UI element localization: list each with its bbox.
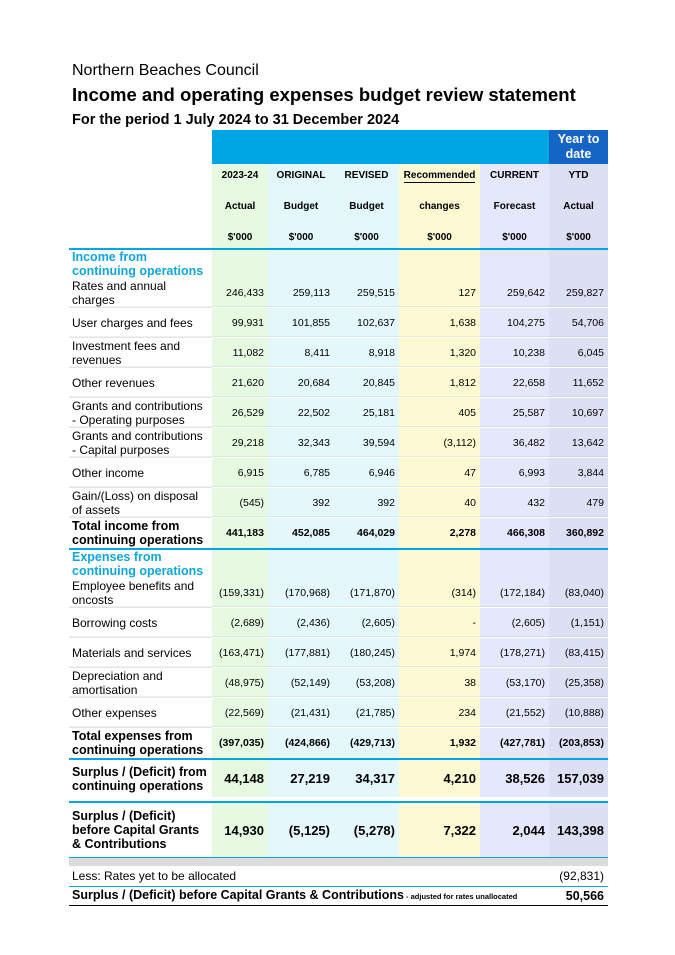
row-label: Expenses from continuing operations: [72, 550, 204, 578]
rates-unallocated-row: [69, 866, 608, 887]
value-cell: 259,515: [334, 278, 399, 308]
value-cell: 259,642: [480, 278, 549, 308]
col-unit: $'000: [480, 226, 549, 249]
value-cell: 32,343: [268, 428, 334, 458]
col-header: ORIGINAL: [268, 164, 334, 186]
value-cell: 99,931: [212, 308, 268, 338]
total-income-row: [69, 518, 608, 550]
value-cell: 6,045: [549, 338, 608, 368]
row-label: Other expenses: [69, 698, 212, 728]
value-cell: 34,317: [334, 759, 399, 797]
table-row: [69, 308, 608, 338]
value-cell: 10,697: [549, 398, 608, 428]
section-heading-income: [69, 249, 608, 278]
value-cell: (429,713): [334, 728, 399, 760]
value-cell: (52,149): [268, 668, 334, 698]
value-cell: 259,827: [549, 278, 608, 308]
value-cell: 432: [480, 488, 549, 518]
value-cell: 25,181: [334, 398, 399, 428]
row-label: Investment fees and revenues: [69, 338, 212, 368]
table-row: [69, 338, 608, 368]
value-cell: 3,844: [549, 458, 608, 488]
value-cell: (171,870): [334, 578, 399, 608]
value-cell: 392: [334, 488, 399, 518]
value-cell: 104,275: [480, 308, 549, 338]
table-row: [69, 428, 608, 458]
row-label: Total expenses from continuing operations: [69, 728, 212, 760]
row-label: Employee benefits and oncosts: [69, 578, 212, 608]
value-cell: 157,039: [549, 759, 608, 797]
value-cell: (5,278): [334, 802, 399, 858]
value-cell: 8,411: [268, 338, 334, 368]
value-cell: (427,781): [480, 728, 549, 760]
value-cell: 441,183: [212, 518, 268, 550]
table-row: [69, 668, 608, 698]
value-cell: 102,637: [334, 308, 399, 338]
col-header: Recommended: [403, 169, 476, 181]
value-cell: 11,652: [549, 368, 608, 398]
value-cell: (21,552): [480, 698, 549, 728]
row-label: User charges and fees: [69, 308, 212, 338]
value-cell: 44,148: [212, 759, 268, 797]
value-cell: 1,812: [399, 368, 480, 398]
value-cell: -: [399, 608, 480, 638]
value-cell: 1,638: [399, 308, 480, 338]
value-cell: 259,113: [268, 278, 334, 308]
value-cell: 1,974: [399, 638, 480, 668]
value-cell: (180,245): [334, 638, 399, 668]
value-cell: (3,112): [399, 428, 480, 458]
grey-divider-row: [69, 858, 608, 867]
col-header: 2023-24: [212, 164, 268, 186]
value-cell: (5,125): [268, 802, 334, 858]
row-label: Surplus / (Deficit) before Capital Grants & Contributions: [69, 802, 212, 858]
row-label: Borrowing costs: [69, 608, 212, 638]
col-unit: $'000: [399, 226, 480, 249]
table-row: [69, 608, 608, 638]
col-unit: $'000: [334, 226, 399, 249]
row-label: Less: Rates yet to be allocated: [69, 866, 549, 887]
table-row: [69, 638, 608, 668]
total-expenses-row: [69, 728, 608, 760]
value-cell: 22,502: [268, 398, 334, 428]
value-cell: 54,706: [549, 308, 608, 338]
value-cell: 143,398: [549, 802, 608, 858]
value-cell: 38: [399, 668, 480, 698]
value-cell: 26,529: [212, 398, 268, 428]
value-cell: (203,853): [549, 728, 608, 760]
col-subheader: Actual: [549, 186, 608, 226]
value-cell: (314): [399, 578, 480, 608]
value-cell: (397,035): [212, 728, 268, 760]
col-subheader: changes: [399, 186, 480, 226]
surplus-before-capital-row: [69, 802, 608, 858]
col-subheader: Budget: [268, 186, 334, 226]
header-row-1: [69, 164, 608, 186]
value-cell: (178,271): [480, 638, 549, 668]
value-cell: (83,415): [549, 638, 608, 668]
value-cell: (53,170): [480, 668, 549, 698]
value-cell: 4,210: [399, 759, 480, 797]
value-cell: (172,184): [480, 578, 549, 608]
value-cell: 20,845: [334, 368, 399, 398]
col-header: YTD: [549, 164, 608, 186]
value-cell: (83,040): [549, 578, 608, 608]
value-cell: 47: [399, 458, 480, 488]
value-cell: 8,918: [334, 338, 399, 368]
value-cell: 452,085: [268, 518, 334, 550]
value-cell: (545): [212, 488, 268, 518]
value-cell: (2,436): [268, 608, 334, 638]
value-cell: (2,605): [334, 608, 399, 638]
row-label: Depreciation and amortisation: [69, 668, 212, 698]
value-cell: 405: [399, 398, 480, 428]
col-header: REVISED: [334, 164, 399, 186]
row-label: Other revenues: [69, 368, 212, 398]
value-cell: (177,881): [268, 638, 334, 668]
value-cell: 7,322: [399, 802, 480, 858]
value-cell: (22,569): [212, 698, 268, 728]
value-cell: 1,932: [399, 728, 480, 760]
value-cell: (92,831): [549, 866, 608, 887]
value-cell: (25,358): [549, 668, 608, 698]
header-row-units: [69, 226, 608, 249]
value-cell: 36,482: [480, 428, 549, 458]
table-row: [69, 398, 608, 428]
row-label: Total income from continuing operations: [69, 518, 212, 550]
row-label: Gain/(Loss) on disposal of assets: [69, 488, 212, 518]
row-note: - adjusted for rates unallocated: [403, 892, 518, 901]
value-cell: 360,892: [549, 518, 608, 550]
row-label-wrap: [69, 887, 549, 906]
value-cell: 39,594: [334, 428, 399, 458]
value-cell: 22,658: [480, 368, 549, 398]
value-cell: 466,308: [480, 518, 549, 550]
table-row: [69, 458, 608, 488]
row-label: Grants and contributions - Operating purposes: [69, 398, 212, 428]
value-cell: (48,975): [212, 668, 268, 698]
row-label: Surplus / (Deficit) from continuing operations: [72, 764, 207, 793]
value-cell: (1,151): [549, 608, 608, 638]
value-cell: 234: [399, 698, 480, 728]
value-cell: (170,968): [268, 578, 334, 608]
value-cell: (21,785): [334, 698, 399, 728]
value-cell: 6,915: [212, 458, 268, 488]
table-row: [69, 488, 608, 518]
value-cell: 13,642: [549, 428, 608, 458]
statement-title: Income and operating expenses budget review statement: [72, 84, 576, 105]
col-unit: $'000: [549, 226, 608, 249]
value-cell: 127: [399, 278, 480, 308]
value-cell: (2,605): [480, 608, 549, 638]
value-cell: 6,993: [480, 458, 549, 488]
row-label: Income from continuing operations: [72, 250, 204, 278]
value-cell: (53,208): [334, 668, 399, 698]
value-cell: 20,684: [268, 368, 334, 398]
value-cell: 21,620: [212, 368, 268, 398]
value-cell: 29,218: [212, 428, 268, 458]
value-cell: 38,526: [480, 759, 549, 797]
row-label: Other income: [69, 458, 212, 488]
value-cell: 101,855: [268, 308, 334, 338]
value-cell: 2,278: [399, 518, 480, 550]
col-unit: $'000: [212, 226, 268, 249]
row-label: Rates and annual charges: [69, 278, 212, 308]
adjusted-surplus-row: [69, 887, 608, 906]
col-subheader: Budget: [334, 186, 399, 226]
row-label: Grants and contributions - Capital purposes: [69, 428, 212, 458]
row-label: Surplus / (Deficit) before Capital Grants & Contributions: [72, 888, 404, 902]
value-cell: (424,866): [268, 728, 334, 760]
row-label: Materials and services: [69, 638, 212, 668]
surplus-row: [69, 759, 608, 797]
table-row: [69, 578, 608, 608]
value-cell: (21,431): [268, 698, 334, 728]
value-cell: 11,082: [212, 338, 268, 368]
value-cell: 27,219: [268, 759, 334, 797]
value-cell: 479: [549, 488, 608, 518]
value-cell: 40: [399, 488, 480, 518]
col-subheader: Forecast: [480, 186, 549, 226]
statement-period: For the period 1 July 2024 to 31 December 2024: [72, 112, 400, 128]
value-cell: 6,946: [334, 458, 399, 488]
value-cell: 2,044: [480, 802, 549, 858]
value-cell: 50,566: [549, 887, 608, 906]
value-cell: 1,320: [399, 338, 480, 368]
value-cell: (10,888): [549, 698, 608, 728]
header-row-2: [69, 186, 608, 226]
value-cell: (2,689): [212, 608, 268, 638]
col-unit: $'000: [268, 226, 334, 249]
table-row: [69, 278, 608, 308]
value-cell: 25,587: [480, 398, 549, 428]
value-cell: 10,238: [480, 338, 549, 368]
value-cell: 392: [268, 488, 334, 518]
council-name: Northern Beaches Council: [72, 62, 259, 79]
value-cell: 246,433: [212, 278, 268, 308]
table-row: [69, 368, 608, 398]
table-row: [69, 698, 608, 728]
section-heading-expenses: [69, 549, 608, 578]
col-header: CURRENT: [480, 164, 549, 186]
col-subheader: Actual: [212, 186, 268, 226]
value-cell: 14,930: [212, 802, 268, 858]
ytd-banner: Year to date: [549, 130, 608, 164]
header-banner-row: [69, 130, 608, 164]
budget-table: [69, 130, 608, 906]
value-cell: (159,331): [212, 578, 268, 608]
value-cell: (163,471): [212, 638, 268, 668]
value-cell: 464,029: [334, 518, 399, 550]
value-cell: 6,785: [268, 458, 334, 488]
